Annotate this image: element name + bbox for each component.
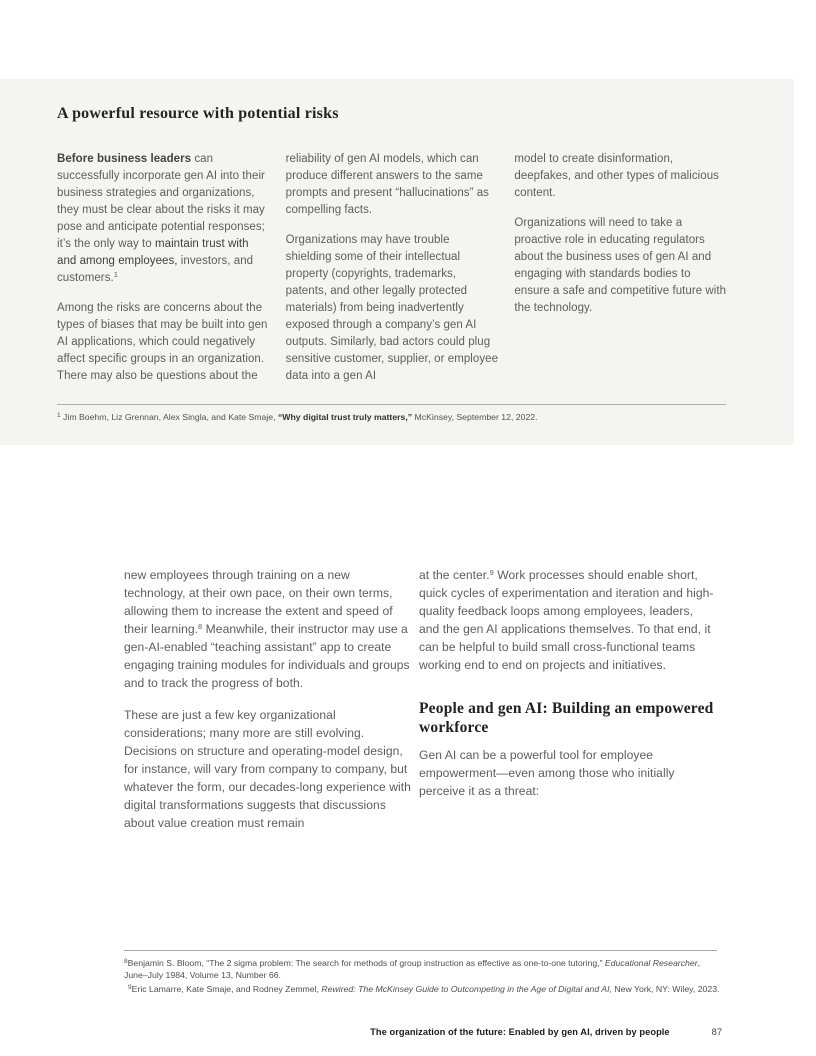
footnote-8 — [124, 956, 721, 982]
paragraph: Gen AI can be a powerful tool for employee empowerment—even among those who initially perceive it as a threat: — [419, 748, 675, 798]
running-footer-title: The organization of the future: Enabled by gen AI, driven by people — [370, 1027, 670, 1037]
footnote-divider-rule — [57, 404, 726, 405]
risk-sidebar-panel — [0, 79, 794, 445]
paragraph-text: can successfully incorporate gen AI into their business strategies and organizations, they must be clear about the risks it may pose and anticipate potential responses; it’s the only way to — [57, 153, 265, 250]
footnote-9 — [124, 982, 721, 995]
footnote-marker-9: 9 — [128, 983, 132, 991]
footnote-text: Eric Lamarre, Kate Smaje, and Rodney Zemmel, — [131, 983, 322, 994]
risk-columns — [57, 151, 727, 385]
risk-panel-heading: A powerful resource with potential risks — [57, 105, 339, 122]
paragraph-text: at the center. — [419, 568, 490, 582]
paragraph-lead-bold: Before business leaders — [57, 153, 192, 165]
footnote-ref-9: 9 — [489, 568, 494, 577]
footnote-text: McKinsey, September 12, 2022. — [412, 412, 538, 422]
risk-column-2 — [286, 151, 499, 385]
paragraph: Organizations will need to take a proactive role in educating regulators about the business uses of gen AI and engaging with standards bodies to ensure a safe and competitive future with the technology. — [514, 217, 727, 314]
footnote-marker-8: 8 — [124, 958, 128, 965]
paragraph-text: investors, and customers. — [57, 255, 254, 284]
main-column-left — [124, 566, 411, 832]
paragraph — [419, 566, 716, 674]
footnote-text: , June–July 1984, Volume 13, Number 66. — [124, 958, 701, 981]
paragraph-text: Meanwhile, their instructor may use a gen-AI-enabled “teaching assistant” app to create engaging training modules for individuals and groups and to track the progress of both. — [124, 622, 410, 690]
book-title: Rewired: The McKinsey Guide to Outcompeting in the Age of Digital and AI, — [321, 983, 612, 994]
footnote-ref-1: 1 — [113, 270, 118, 279]
link-digital-trust-article[interactable]: “Why digital trust truly matters,” — [277, 412, 413, 422]
page-footer — [124, 1027, 722, 1037]
link-maintain-trust[interactable]: maintain trust with and among employees, — [57, 238, 249, 267]
page-number: 87 — [711, 1027, 722, 1037]
journal-title: Educational Researcher — [604, 958, 698, 968]
paragraph: reliability of gen AI models, which can produce different answers to the same prompts and present “hallucinations” as compelling facts. — [285, 153, 489, 216]
paragraph — [57, 151, 270, 287]
paragraph-text: Work processes should enable short, quick cycles of experimentation and iteration and high-quality feedback loops among employees, leaders, and the gen AI applications themselves. To that end, it can be helpful to build small cross-functional teams working end to end on projects and initiatives. — [419, 568, 714, 672]
paragraph: model to create disinformation, deepfakes, and other types of malicious content. — [514, 153, 719, 199]
footnote-text: Benjamin S. Bloom, “The 2 sigma problem: The search for methods of group instruction as effective as one-to-one tutoring,” — [127, 958, 605, 968]
footnote-text: Jim Boehm, Liz Grennan, Alex Singla, and Kate Smaje, — [60, 412, 278, 422]
paragraph: Organizations may have trouble shielding some of their intellectual property (copyrights, trademarks, patents, and other legally protected materials) from being inadvertently exposed through a company’s gen AI outputs. Similarly, bad actors could plug sensitive customer, supplier, or employee data into a gen AI — [285, 234, 499, 382]
paragraph — [124, 566, 411, 692]
bottom-footnote-rule — [124, 950, 717, 951]
bottom-footnotes — [124, 956, 721, 995]
paragraph-text: new employees through training on a new technology, at their own pace, on their own terms, allowing them to increase the extent and speed of their learning. — [124, 568, 393, 636]
section-heading-people-gen-ai: People and gen AI: Building an empowered workforce — [419, 700, 714, 736]
main-column-right — [419, 566, 716, 800]
footnote-text: New York, NY: Wiley, 2023. — [611, 983, 720, 994]
footnote-1 — [57, 410, 726, 423]
risk-column-3 — [514, 151, 727, 385]
paragraph: Among the risks are concerns about the types of biases that may be built into gen AI applications, which could negatively affect specific groups in an organization. There may also be questions about the — [57, 302, 268, 382]
footnote-marker-1: 1 — [57, 412, 61, 419]
footnote-ref-8: 8 — [198, 622, 203, 631]
paragraph: These are just a few key organizational considerations; many more are still evolving. Decisions on structure and operating-model design, for instance, will vary from company to company, but whatever the form, our decades-long experience with digital transformations suggests that discussions about value creation must remain — [124, 708, 411, 830]
risk-column-1 — [57, 151, 270, 385]
